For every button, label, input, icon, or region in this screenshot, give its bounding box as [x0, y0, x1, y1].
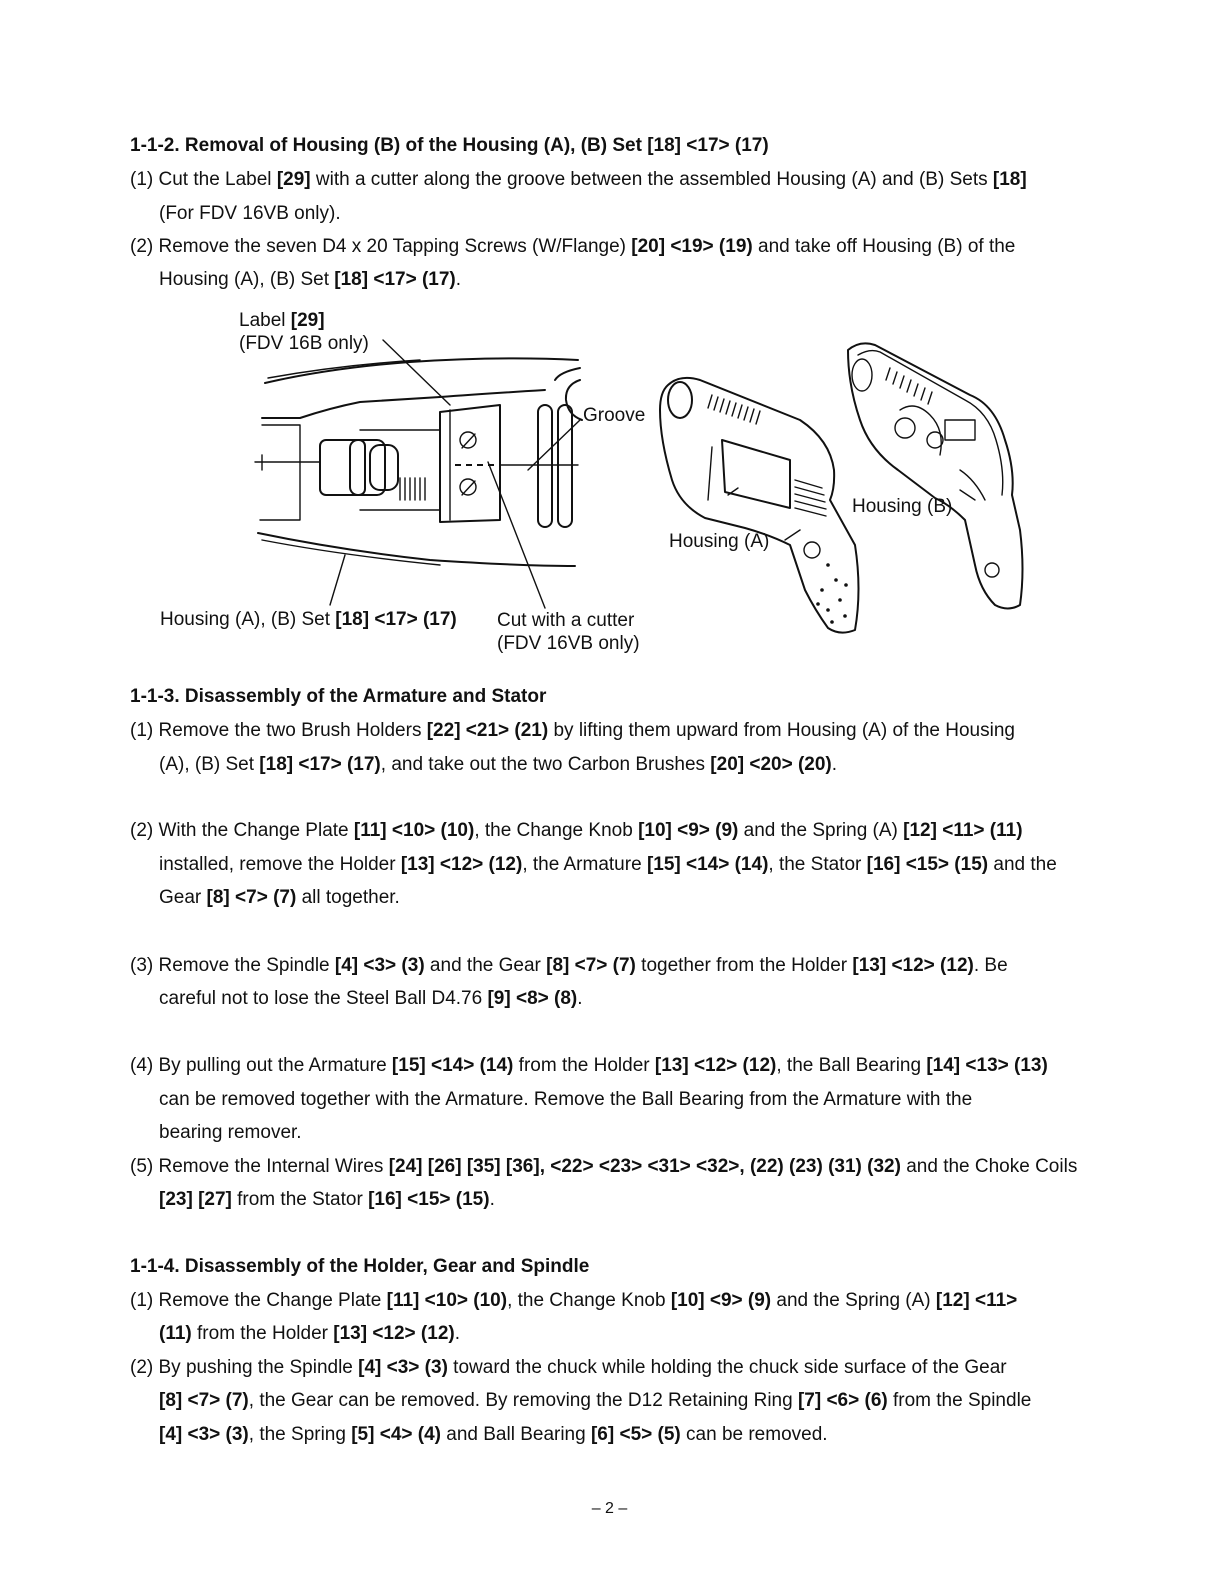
text-segment: from the Stator [231, 1189, 369, 1210]
text-segment: (5) Remove the Internal Wires [130, 1156, 389, 1177]
label-29-callout: Label [29] [239, 310, 325, 331]
part-reference: [23] [27] [159, 1189, 232, 1210]
part-reference: [18] <17> (17) [259, 754, 381, 775]
text-segment: (2) Remove the seven D4 x 20 Tapping Screws (W/Flange) [130, 236, 632, 257]
text-segment: (3) Remove the Spindle [130, 955, 335, 976]
text-segment: Housing (A), (B) Set [159, 269, 335, 290]
part-reference: [10] <9> (9) [638, 820, 739, 841]
housing-groove-drawing [0, 0, 1219, 680]
text-segment: can be removed together with the Armature. Remove the Ball Bearing from the Armature with the [159, 1089, 973, 1110]
groove-callout: Groove [583, 405, 646, 426]
text-segment: . Be [973, 955, 1008, 976]
part-reference: [12] <11> [935, 1290, 1018, 1311]
text-segment: (1) Remove the two Brush Holders [130, 720, 427, 741]
text-segment: and the [988, 854, 1057, 875]
part-reference: [5] <4> (4) [351, 1424, 441, 1445]
step-line [159, 854, 1057, 876]
text-segment: and Ball Bearing [440, 1424, 591, 1445]
text-segment: (2) By pushing the Spindle [130, 1357, 359, 1378]
part-reference: [22] <21> (21) [426, 720, 549, 741]
step-line [130, 1290, 1017, 1312]
step-line [130, 169, 1027, 191]
text-segment: together from the Holder [635, 955, 853, 976]
part-reference: [11] <10> (10) [353, 820, 475, 841]
part-reference: [24] [26] [35] [36], <22> <23> <31> <32>, (22) (23) (31) (32) [388, 1156, 901, 1177]
section-heading-1-1-3: 1-1-3. Disassembly of the Armature and Stator [130, 686, 547, 707]
step-line [159, 754, 837, 776]
text-segment: , the Stator [768, 854, 867, 875]
step-line [130, 1055, 1048, 1077]
text-segment: . [831, 754, 838, 775]
text-segment: by lifting them upward from Housing (A) of the Housing [548, 720, 1015, 741]
disassembly-figure [0, 0, 1219, 680]
text-segment: careful not to lose the Steel Ball D4.76 [159, 988, 488, 1009]
part-reference: [15] <14> (14) [391, 1055, 514, 1076]
text-segment: Gear [159, 887, 207, 908]
part-reference: [8] <7> (7) [206, 887, 297, 908]
text-segment: all together. [296, 887, 400, 908]
part-reference: [4] <3> (3) [334, 955, 425, 976]
step-line [130, 955, 1008, 977]
text-segment: from the Holder [191, 1323, 334, 1344]
text-segment: (For FDV 16VB only). [159, 203, 341, 224]
text-segment: , the Change Knob [474, 820, 639, 841]
text-segment: bearing remover. [159, 1122, 302, 1143]
part-reference: [9] <8> (8) [487, 988, 578, 1009]
part-reference: [8] <7> (7) [546, 955, 636, 976]
step-line [130, 820, 1023, 842]
part-reference: [4] <3> (3) [358, 1357, 448, 1378]
housing-a-callout: Housing (A) [669, 531, 770, 552]
text-segment: and the Spring (A) [738, 820, 904, 841]
part-reference: [6] <5> (5) [590, 1424, 681, 1445]
part-reference: [14] <13> (13) [926, 1055, 1048, 1076]
text-segment: installed, remove the Holder [159, 854, 401, 875]
text-segment: and the Gear [424, 955, 547, 976]
part-reference: [13] <12> (12) [333, 1323, 455, 1344]
part-reference: [4] <3> (3) [159, 1424, 249, 1445]
step-line [159, 1424, 828, 1446]
part-reference: [16] <15> (15) [368, 1189, 490, 1210]
text-segment: . [454, 1323, 460, 1344]
part-reference: [7] <6> (6) [797, 1390, 888, 1411]
part-reference: [11] <10> (10) [386, 1290, 508, 1311]
step-line [159, 1089, 972, 1111]
text-segment: , the Ball Bearing [776, 1055, 927, 1076]
step-line [159, 1122, 302, 1144]
text-segment: . [489, 1189, 495, 1210]
text-segment: , the Change Knob [507, 1290, 671, 1311]
housing-shells-drawing [0, 0, 1219, 680]
housing-set-callout: Housing (A), (B) Set [18] <17> (17) [160, 609, 457, 630]
text-segment: (4) By pulling out the Armature [130, 1055, 392, 1076]
text-segment: and take off Housing (B) of the [752, 236, 1016, 257]
part-reference: [15] <14> (14) [646, 854, 769, 875]
text-segment: , and take out the two Carbon Brushes [380, 754, 711, 775]
text-segment: from the Spindle [887, 1390, 1032, 1411]
section-heading-1-1-4: 1-1-4. Disassembly of the Holder, Gear and Spindle [130, 1256, 590, 1277]
text-segment: (2) With the Change Plate [130, 820, 354, 841]
part-reference: [20] <20> (20) [710, 754, 832, 775]
step-line [159, 988, 583, 1010]
part-reference: [18] <17> (17) [334, 269, 456, 290]
cut-callout: Cut with a cutter [497, 610, 635, 631]
step-line [130, 720, 1015, 742]
housing-b-callout: Housing (B) [852, 496, 953, 517]
text-segment: toward the chuck while holding the chuck side surface of the Gear [447, 1357, 1007, 1378]
step-line [130, 1156, 1077, 1178]
step-line [159, 1323, 460, 1345]
step-line [159, 887, 400, 909]
page-number: – 2 – [591, 1500, 628, 1517]
text-segment: with a cutter along the groove between the assembled Housing (A) and (B) Sets [310, 169, 993, 190]
step-line [159, 1390, 1031, 1412]
part-reference: [20] <19> (19) [631, 236, 753, 257]
part-reference: [29] [276, 169, 311, 190]
part-reference: [13] <12> (12) [654, 1055, 777, 1076]
step-line [159, 203, 341, 225]
text-segment: . [455, 269, 462, 290]
step-line [159, 1189, 495, 1211]
label-29-note: (FDV 16B only) [239, 333, 369, 354]
part-reference: [13] <12> (12) [400, 854, 523, 875]
text-segment: , the Gear can be removed. By removing the D12 Retaining Ring [248, 1390, 798, 1411]
step-line [130, 1357, 1007, 1379]
part-reference: [8] <7> (7) [159, 1390, 249, 1411]
text-segment: , the Spring [248, 1424, 352, 1445]
text-segment: (1) Cut the Label [130, 169, 277, 190]
step-line [159, 269, 461, 291]
part-reference: [18] [992, 169, 1027, 190]
text-segment: and the Spring (A) [771, 1290, 936, 1311]
part-reference: (11) [159, 1323, 192, 1344]
cut-callout-note: (FDV 16VB only) [497, 633, 640, 654]
text-segment: and the Choke Coils [900, 1156, 1078, 1177]
section-heading-1-1-2: 1-1-2. Removal of Housing (B) of the Housing (A), (B) Set [18] <17> (17) [130, 135, 769, 156]
text-segment: can be removed. [680, 1424, 828, 1445]
part-reference: [10] <9> (9) [670, 1290, 772, 1311]
part-reference: [12] <11> (11) [903, 820, 1023, 841]
text-segment: , the Armature [522, 854, 647, 875]
part-reference: [13] <12> (12) [852, 955, 974, 976]
text-segment: . [577, 988, 583, 1009]
text-segment: (A), (B) Set [159, 754, 260, 775]
step-line [130, 236, 1015, 258]
text-segment: (1) Remove the Change Plate [130, 1290, 387, 1311]
text-segment: from the Holder [513, 1055, 655, 1076]
part-reference: [16] <15> (15) [866, 854, 989, 875]
